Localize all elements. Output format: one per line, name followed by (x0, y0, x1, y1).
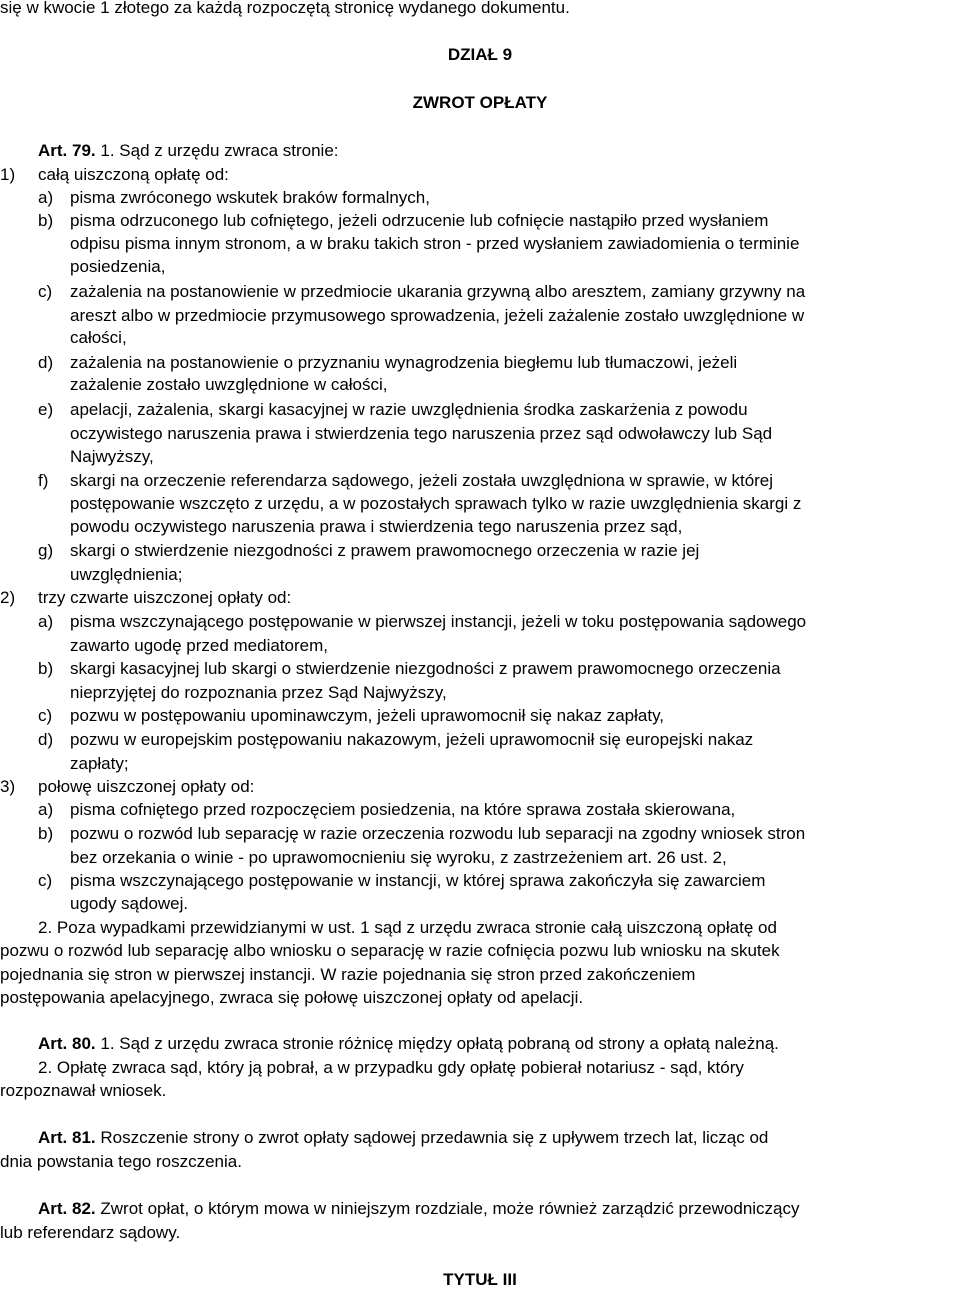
art79-p2-line4: postępowania apelacyjnego, zwraca się połowę uiszczonej opłaty od apelacji. (0, 988, 584, 1007)
item2-b-line2: nieprzyjętej do rozpoznania przez Sąd Najwyższy, (70, 683, 447, 702)
art79-p2-line3: pojednania się stron w pierwszej instancji. W razie pojednania się stron przed zakończeniem (0, 965, 696, 984)
item1-b-line1: pisma odrzuconego lub cofniętego, jeżeli odrzucenie lub cofnięcie nastąpiło przed wysłaniem (70, 211, 769, 230)
art82-line1 (38, 1199, 800, 1219)
item1-text: całą uiszczoną opłatę od: (38, 165, 229, 184)
item3-c-line1: pisma wszczynającego postępowanie w instancji, w której sprawa zakończyła się zawarciem (70, 871, 766, 890)
item2-a-line2: zawarto ugodę przed mediatorem, (70, 636, 328, 655)
item1-e-line1: apelacji, zażalenia, skargi kasacyjnej w razie uwzględnienia środka zaskarżenia z powodu (70, 400, 748, 419)
item1-d-line2: zażalenie zostało uwzględnione w całości, (70, 375, 388, 394)
item1-e-key: e) (38, 400, 54, 419)
art82-line2: lub referendarz sądowy. (0, 1223, 181, 1242)
section-number: DZIAŁ 9 (447, 45, 513, 64)
item1-a-line1: pisma zwróconego wskutek braków formalnych, (70, 188, 430, 207)
art80-p2-line2: rozpoznawał wniosek. (0, 1081, 167, 1100)
item1-d-key: d) (38, 353, 54, 372)
item3-a-line1: pisma cofniętego przed rozpoczęciem posiedzenia, na które sprawa została skierowana, (70, 800, 736, 819)
item1-c-key: c) (38, 282, 53, 301)
item1-e-line3: Najwyższy, (70, 447, 154, 466)
item3-c-key: c) (38, 871, 53, 890)
item1-g-key: g) (38, 541, 54, 560)
item3-a-key: a) (38, 800, 54, 819)
item1-a-key: a) (38, 188, 54, 207)
item2-d-line1: pozwu w europejskim postępowaniu nakazowym, jeżeli uprawomocnił się europejski nakaz (70, 730, 754, 749)
art80-p1-text: 1. Sąd z urzędu zwraca stronie różnicę między opłatą pobraną od strony a opłatą należną. (100, 1034, 779, 1053)
item1-f-line1: skargi na orzeczenie referendarza sądowego, jeżeli została uwzględniona w sprawie, w której (70, 471, 774, 490)
item3-b-line2: bez orzekania o winie - po uprawomocnieniu się wyroku, z zastrzeżeniem art. 26 ust. 2, (70, 848, 727, 867)
item2-c-key: c) (38, 706, 53, 725)
art79-label: Art. 79. (38, 141, 96, 160)
item1-b-key: b) (38, 211, 54, 230)
item2-b-key: b) (38, 659, 54, 678)
item1-num: 1) (0, 165, 16, 184)
section-title: ZWROT OPŁATY (412, 93, 548, 112)
item2-c-line1: pozwu w postępowaniu upominawczym, jeżeli uprawomocnił się nakaz zapłaty, (70, 706, 665, 725)
item1-f-key: f) (38, 471, 49, 490)
item2-text: trzy czwarte uiszczonej opłaty od: (38, 588, 292, 607)
art82-label: Art. 82. (38, 1199, 96, 1218)
art80-p2-line1: 2. Opłatę zwraca sąd, który ją pobrał, a w przypadku gdy opłatę pobierał notariusz - sąd, który (38, 1058, 744, 1077)
item2-a-key: a) (38, 612, 54, 631)
art81-line2: dnia powstania tego roszczenia. (0, 1152, 242, 1171)
item2-d-line2: zapłaty; (70, 754, 129, 773)
item1-g-line2: uwzględnienia; (70, 565, 183, 584)
item1-c-line3: całości, (70, 328, 127, 347)
art80-p1 (38, 1034, 779, 1054)
item1-d-line1: zażalenia na postanowienie o przyznaniu wynagrodzenia biegłemu lub tłumaczowi, jeżeli (70, 353, 738, 372)
item3-num: 3) (0, 777, 16, 796)
next-title: TYTUŁ III (443, 1270, 517, 1289)
item2-a-line1: pisma wszczynającego postępowanie w pierwszej instancji, jeżeli w toku postępowania sądowego (70, 612, 807, 631)
item1-b-line3: posiedzenia, (70, 257, 166, 276)
item1-c-line2: areszt albo w przedmiocie przymusowego sprowadzenia, jeżeli zażalenie zostało uwzględnione w (70, 306, 805, 325)
item2-d-key: d) (38, 730, 54, 749)
item3-b-line1: pozwu o rozwód lub separację w razie orzeczenia rozwodu lub separacji na zgodny wniosek stron (70, 824, 806, 843)
item1-e-line2: oczywistego naruszenia prawa i stwierdzenia tego naruszenia przez sąd odwoławczy lub Sąd (70, 424, 773, 443)
top-fragment: się w kwocie 1 złotego za każdą rozpoczętą stronicę wydanego dokumentu. (0, 0, 570, 17)
item1-g-line1: skargi o stwierdzenie niezgodności z prawem prawomocnego orzeczenia w razie jej (70, 541, 700, 560)
item1-b-line2: odpisu pisma innym stronom, a w braku takich stron - przed wysłaniem zawiadomienia o terminie (70, 234, 800, 253)
art81-text: Roszczenie strony o zwrot opłaty sądowej przedawnia się z upływem trzech lat, licząc od (100, 1128, 769, 1147)
art80-label: Art. 80. (38, 1034, 96, 1053)
art81-line1 (38, 1128, 768, 1148)
item1-f-line2: postępowanie wszczęto z urzędu, a w pozostałych sprawach tylko w razie uwzględnienia skargi z (70, 494, 802, 513)
item3-b-key: b) (38, 824, 54, 843)
item2-b-line1: skargi kasacyjnej lub skargi o stwierdzenie niezgodności z prawem prawomocnego orzeczenia (70, 659, 781, 678)
art82-text: Zwrot opłat, o którym mowa w niniejszym rozdziale, może również zarządzić przewodniczący (100, 1199, 800, 1218)
item3-c-line2: ugody sądowej. (70, 894, 189, 913)
item1-f-line3: powodu oczywistego naruszenia prawa i stwierdzenia tego naruszenia przez sąd, (70, 517, 683, 536)
art81-label: Art. 81. (38, 1128, 96, 1147)
item3-text: połowę uiszczonej opłaty od: (38, 777, 255, 796)
art79-p2-line1: 2. Poza wypadkami przewidzianymi w ust. 1 sąd z urzędu zwraca stronie całą uiszczoną opłatę od (38, 918, 777, 937)
art79-intro (38, 141, 339, 161)
art79-p1-intro: 1. Sąd z urzędu zwraca stronie: (100, 141, 339, 160)
item1-c-line1: zażalenia na postanowienie w przedmiocie ukarania grzywną albo aresztem, zamiany grzywny na (70, 282, 806, 301)
item2-num: 2) (0, 588, 16, 607)
art79-p2-line2: pozwu o rozwód lub separację albo wniosku o separację w razie cofnięcia pozwu lub wniosku na skutek (0, 941, 780, 960)
